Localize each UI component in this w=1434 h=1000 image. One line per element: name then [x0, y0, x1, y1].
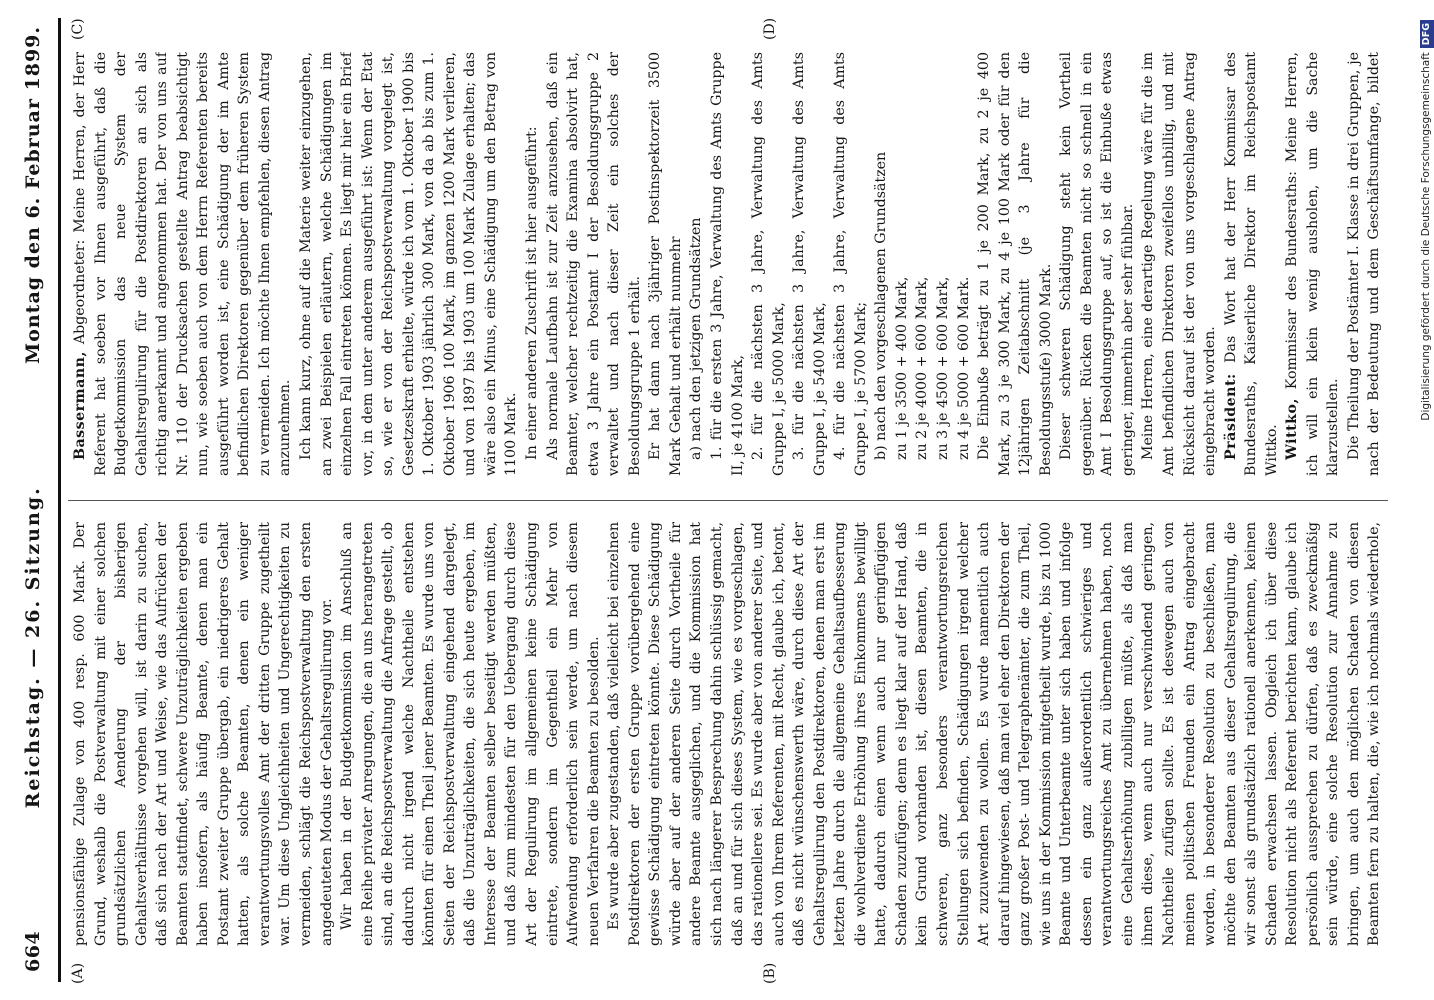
paragraph: pensionsfähige Zulage von 400 resp. 600 Mark. Der Grund, weshalb die Postverwaltung mit einer solchen grundsätzlichen Aenderung der bisherigen Gehaltsverhältnisse vorgehen will, ist darin zu suchen, daß sich nach der Art und Weise, wie das Aufrücken der Beamten stattfindet, schwere Unzuträglichkeiten ergeben haben insofern, als häufig Beamte, denen man ein Postamt zweiter Gruppe übergab, ein niedrigeres Gehalt hatten, als solche Beamten, denen ein weniger verantwortungsvolles Amt der dritten Gruppe zugetheilt war. Um diese Ungleichheiten und Ungerechtigkeiten zu vermeiden, schlägt die Reichspostverwaltung den ersten angedeuteten Modus der Gehaltsregulirung vor.: [72, 522, 335, 946]
paragraph: Die Theilung der Postämter I. Klasse in drei Gruppen, je nach der Bedeutung und dem Geschäftsumfange, bildet: [1345, 52, 1383, 476]
list-item: 1. für die ersten 3 Jahre, Verwaltung des Amts Gruppe II, je 4100 Mark,: [708, 52, 746, 476]
list-item: zu 3 je 4500 + 600 Mark,: [934, 276, 951, 460]
credit-text: Digitalisierung gefördert durch die Deutsche Forschungsgemeinschaft: [1420, 52, 1432, 421]
running-head: [12, 26, 54, 972]
list-heading: a) nach den jetzigen Grundsätzen: [688, 217, 705, 460]
left-column: [70, 522, 1384, 946]
header-rule: [58, 18, 61, 982]
list-item: zu 2 je 4000 + 600 Mark,: [914, 276, 931, 460]
paragraph: Wir haben in der Budgetkommission im Anschluß an eine Reihe privater Anregungen, die an uns herangetreten sind, an die Reichspostverwaltung die Anfrage gestellt, ob dadurch nicht irgend welche Nachtheile entstehen könnten für einen Theil jener Beamten. Es wurde uns von Seiten der Reichspostverwaltung eingehend dargelegt, daß die Unzuträglichkeiten, die sich heute ergeben, im Interesse der Beamten selber beseitigt werden müßten, und daß zum mindesten für den Uebergang durch diese Art der Regulirung im allgemeinen keine Schädigung eintrete, sondern im Gegentheil ein Mehr von Aufwendung erforderlich sein werde, um nach diesem neuen Verfahren die Beamten zu besolden.: [339, 522, 602, 946]
digitization-credit: [1418, 0, 1434, 1000]
speaker-text: Abgeordneter: Meine Herren, der Herr Referent hat soeben vor Ihnen ausgeführt, daß die Budgetkommission das neue System der Gehaltsregulirung für die Postdirektoren an sich als richtig anerkannt und angenommen hat. Der von uns auf Nr. 110 der Drucksachen gestellte Antrag beabsichtigt nun, wie soeben auch von dem Herrn Referenten bereits ausgeführt worden ist, eine Schädigung der im Amte befindlichen Direktoren gegenüber dem früheren System zu vermeiden. Ich möchte Ihnen empfehlen, diesen Antrag anzunehmen.: [72, 52, 294, 476]
list-item: 2. für die nächsten 3 Jahre, Verwaltung des Amts Gruppe I, je 5000 Mark,: [750, 52, 787, 476]
column-divider: [68, 500, 1388, 501]
list-item: 3. für die nächsten 3 Jahre, Verwaltung des Amts Gruppe I, je 5400 Mark,: [791, 52, 828, 476]
list-heading: b) nach den vorgeschlagenen Grundsätzen: [873, 151, 890, 460]
paragraph: Dieser schweren Schädigung steht kein Vortheil gegenüber. Rücken die Beamten nicht so schnell in ein Amt I Besoldungsgruppe auf, so ist die Einbuße etwas geringer, immerhin aber sehr fühlbar.: [1058, 52, 1136, 476]
speaker-paragraph: [1282, 52, 1344, 476]
paragraph: Es wurde aber zugestanden, daß vielleicht bei einzelnen Postdirektoren der ersten Gruppe vorübergehend eine gewisse Schädigung eintreten könnte. Diese Schädigung würde aber auf der anderen Seite durch Vortheile für andere Beamte ausgeglichen, und die Kommission hat sich nach längerer Besprechung dahin schlüssig gemacht, daß an und für sich dieses System, wie es vorgeschlagen, das rationellere sei. Es wurde aber von anderer Seite, und auch von Ihrem Referenten, mit Recht, glaube ich, betont, daß es nicht wünschenswerth wäre, durch diese Art der Gehaltsregulirung den Postdirektoren, denen man erst im letzten Jahre durch die allgemeine Gehaltsaufbesserung die wohlverdiente Erhöhung ihres Einkommens bewilligt hatte, dadurch einen wenn auch nur geringfügigen Schaden zuzufügen; denn es liegt klar auf der Hand, daß kein Grund vorhanden ist, diesen Beamten, die in schweren, ganz besonders verantwortungsreichen Stellungen sich befinden, Schädigungen irgend welcher Art zuzuwenden zu wollen. Es wurde namentlich auch darauf hingewiesen, daß man viel eher den Direktoren der ganz großer Post- und Telegraphenämter, die zum Theil, wie uns in der Kommission mitgetheilt wurde, bis zu 1000 Beamte und Unterbeamte unter sich haben und infolge dessen ein ganz außerordentlich schwieriges und verantwortungsreiches Amt zu übernehmen haben, noch eine Gehaltserhöhung zubilligen müßte, als daß man ihnen diese, wenn auch nur verschwindend geringen, Nachtheile zufügen sollte. Es ist deswegen auch von meinen politischen Freunden ein Antrag eingebracht worden, in besonderer Resolution zu beschließen, man möchte den Beamten aus dieser Gehaltsregulirung, die wir sonst als grundsätzlich rationell anerkennen, keinen Schaden erwachsen lassen. Obgleich ich über diese Resolution nicht als Referent berichten kann, glaube ich persönlich aussprechen zu dürfen, daß es zweckmäßig sein würde, eine solche Resolution zur Annahme zu bringen, um auch den möglichen Schaden von diesen Beamten fern zu halten, die, wie ich nochmals wiederhole,: [606, 522, 1383, 946]
paragraph: Er hat dann nach 3jähriger Postinspektorzeit 3500 Mark Gehalt und erhält nunmehr: [647, 52, 684, 476]
paragraph: In einer anderen Zuschrift ist hier ausgeführt:: [524, 126, 541, 460]
dfg-logo: DFG: [1420, 20, 1434, 48]
paragraph: Als normale Laufbahn ist zur Zeit anzusehen, daß ein Beamter, welcher rechtzeitig die Examina absolvirt hat, etwa 3 Jahre ein Postamt I der Besoldungsgruppe 2 verwaltet und nach dieser Zeit ein solches der Besoldungsgruppe 1 erhält.: [544, 52, 643, 476]
list-item: 4. für die nächsten 3 Jahre, Verwaltung des Amts Gruppe I, je 5700 Mark;: [832, 52, 869, 476]
margin-marker-d: (D): [762, 17, 778, 40]
credit-line: [1418, 20, 1434, 980]
margin-marker-c: (C): [70, 18, 86, 40]
margin-marker-b: (B): [762, 962, 778, 984]
page-date: Montag den 6. Februar 1899.: [22, 26, 44, 364]
speaker-name: Wittko,: [1284, 398, 1301, 460]
right-column: [70, 52, 1384, 476]
speaker-name: Präsident:: [1222, 373, 1239, 460]
speaker-name: Bassermann,: [72, 351, 88, 460]
speaker-text: Kommissar des Bundesraths: Meine Herren, ich will ein klein wenig ausholen, um die Sache klarzustellen.: [1284, 52, 1342, 476]
paragraph: Ich kann kurz, ohne auf die Materie weiter einzugehen, an zwei Beispielen erläutern, welche Schädigungen im einzelnen Fall eintreten können. Es liegt mir hier ein Brief vor, in dem unter anderem ausgeführt ist: Wenn der Etat so, wie er von der Reichspostverwaltung vorgelegt ist, Gesetzeskraft erhielte, würde ich vom 1. Oktober 1900 bis 1. Oktober 1903 jährlich 300 Mark, von da ab bis zum 1. Oktober 1906 100 Mark, im ganzen 1200 Mark verlieren, und von 1897 bis 1903 um 100 Mark Zulage erhalten; das wäre also ein Minus, eine Schädigung um den Betrag von 1100 Mark.: [298, 52, 520, 476]
paragraph: Meine Herren, eine derartige Regelung wäre für die im Amt befindlichen Direktoren zweifellos unbillig, und mit Rücksicht darauf ist der von uns vorgeschlagene Antrag eingebracht worden.: [1140, 52, 1219, 476]
list-item: zu 1 je 3500 + 400 Mark,: [893, 276, 910, 460]
speaker-text: Das Wort hat der Herr Kommissar des Bundesraths, Kaiserliche Direktor im Reichspostamt Wittko.: [1222, 52, 1280, 476]
margin-marker-a: (A): [70, 962, 86, 984]
page-title: Reichstag. — 26. Sitzung.: [22, 486, 44, 809]
paragraph: Die Einbuße beträgt zu 1 je 200 Mark, zu 2 je 400 Mark, zu 3 je 300 Mark, zu 4 je 100 Mark oder für den 12jährigen Zeitabschnitt (je 3 Jahre für die Besoldungsstufe) 3000 Mark.: [976, 52, 1054, 476]
list-item: zu 4 je 5000 + 600 Mark.: [955, 276, 972, 460]
speaker-paragraph: [70, 52, 296, 476]
document-page: [12, 10, 1402, 990]
speaker-paragraph: [1221, 52, 1283, 476]
page-number: 664: [22, 930, 44, 972]
